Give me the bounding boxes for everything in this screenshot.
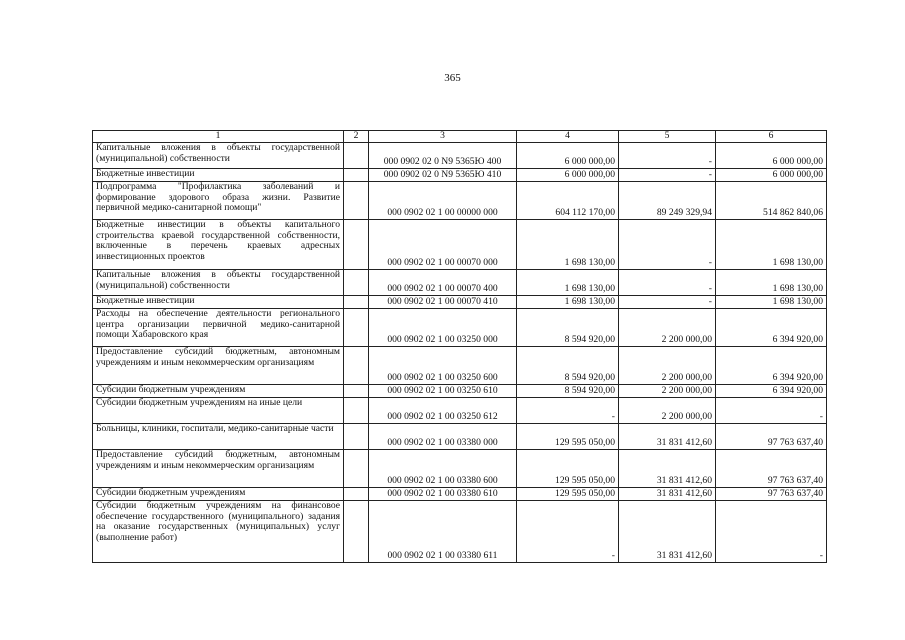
row-value-4: - bbox=[517, 398, 619, 424]
table-row bbox=[93, 182, 827, 220]
row-value-6: 6 000 000,00 bbox=[716, 169, 827, 182]
row-name: Предоставление субсидий бюджетным, автономным учреждениям и иным некоммерческим организациям bbox=[93, 450, 344, 488]
row-col2 bbox=[344, 450, 369, 488]
row-value-6: 1 698 130,00 bbox=[716, 296, 827, 309]
row-name: Бюджетные инвестиции bbox=[93, 296, 344, 309]
row-value-5: 31 831 412,60 bbox=[619, 424, 716, 450]
row-value-4: 6 000 000,00 bbox=[517, 169, 619, 182]
row-col2 bbox=[344, 169, 369, 182]
row-code: 000 0902 02 1 00 03380 611 bbox=[369, 501, 517, 563]
row-col2 bbox=[344, 182, 369, 220]
page-number: 365 bbox=[444, 72, 461, 84]
table-row bbox=[93, 270, 827, 296]
row-code: 000 0902 02 1 00 03380 600 bbox=[369, 450, 517, 488]
row-value-5: - bbox=[619, 143, 716, 169]
table-row bbox=[93, 450, 827, 488]
row-code: 000 0902 02 1 00 00070 000 bbox=[369, 220, 517, 270]
row-code: 000 0902 02 0 N9 5365Ю 400 bbox=[369, 143, 517, 169]
row-value-6: 1 698 130,00 bbox=[716, 220, 827, 270]
row-name: Больницы, клиники, госпитали, медико-санитарные части bbox=[93, 424, 344, 450]
row-name: Подпрограмма "Профилактика заболеваний и формирование здорового образа жизни. Развитие первичной медико-санитарной помощи" bbox=[93, 182, 344, 220]
row-name: Субсидии бюджетным учреждениям bbox=[93, 488, 344, 501]
row-value-4: 8 594 920,00 bbox=[517, 385, 619, 398]
row-col2 bbox=[344, 220, 369, 270]
row-col2 bbox=[344, 488, 369, 501]
row-value-5: 2 200 000,00 bbox=[619, 309, 716, 347]
row-col2 bbox=[344, 347, 369, 385]
row-name: Капитальные вложения в объекты государственной (муниципальной) собственности bbox=[93, 143, 344, 169]
table-row bbox=[93, 385, 827, 398]
row-name: Капитальные вложения в объекты государственной (муниципальной) собственности bbox=[93, 270, 344, 296]
row-value-6: 97 763 637,40 bbox=[716, 488, 827, 501]
row-code: 000 0902 02 1 00 03250 610 bbox=[369, 385, 517, 398]
row-value-6: 6 394 920,00 bbox=[716, 385, 827, 398]
row-code: 000 0902 02 1 00 03380 610 bbox=[369, 488, 517, 501]
row-value-4: 6 000 000,00 bbox=[517, 143, 619, 169]
column-header: 1 bbox=[93, 131, 344, 143]
row-value-4: - bbox=[517, 501, 619, 563]
row-value-5: 2 200 000,00 bbox=[619, 398, 716, 424]
row-value-4: 129 595 050,00 bbox=[517, 424, 619, 450]
row-value-5: - bbox=[619, 169, 716, 182]
row-code: 000 0902 02 1 00 00000 000 bbox=[369, 182, 517, 220]
row-value-4: 604 112 170,00 bbox=[517, 182, 619, 220]
row-value-6: 514 862 840,06 bbox=[716, 182, 827, 220]
table-row bbox=[93, 347, 827, 385]
row-value-6: 6 394 920,00 bbox=[716, 347, 827, 385]
table-row bbox=[93, 398, 827, 424]
row-value-4: 129 595 050,00 bbox=[517, 488, 619, 501]
row-value-5: 31 831 412,60 bbox=[619, 501, 716, 563]
row-value-4: 1 698 130,00 bbox=[517, 296, 619, 309]
table-row bbox=[93, 220, 827, 270]
table-row bbox=[93, 501, 827, 563]
row-value-6: 6 000 000,00 bbox=[716, 143, 827, 169]
row-code: 000 0902 02 1 00 03250 000 bbox=[369, 309, 517, 347]
row-value-6: 97 763 637,40 bbox=[716, 450, 827, 488]
row-value-5: 89 249 329,94 bbox=[619, 182, 716, 220]
column-header: 4 bbox=[517, 131, 619, 143]
table-row bbox=[93, 296, 827, 309]
row-name: Бюджетные инвестиции в объекты капитального строительства краевой государственной собственности, включенные в перечень краевых адресных инвестиционных проектов bbox=[93, 220, 344, 270]
row-col2 bbox=[344, 143, 369, 169]
table-row bbox=[93, 424, 827, 450]
row-col2 bbox=[344, 296, 369, 309]
table-row bbox=[93, 169, 827, 182]
row-value-4: 129 595 050,00 bbox=[517, 450, 619, 488]
column-header: 3 bbox=[369, 131, 517, 143]
row-col2 bbox=[344, 385, 369, 398]
row-value-6: 6 394 920,00 bbox=[716, 309, 827, 347]
row-value-5: 31 831 412,60 bbox=[619, 488, 716, 501]
row-name: Предоставление субсидий бюджетным, автономным учреждениям и иным некоммерческим организациям bbox=[93, 347, 344, 385]
row-name: Субсидии бюджетным учреждениям на иные цели bbox=[93, 398, 344, 424]
row-value-4: 1 698 130,00 bbox=[517, 270, 619, 296]
row-value-4: 8 594 920,00 bbox=[517, 309, 619, 347]
row-col2 bbox=[344, 398, 369, 424]
row-value-5: 2 200 000,00 bbox=[619, 385, 716, 398]
row-name: Бюджетные инвестиции bbox=[93, 169, 344, 182]
row-value-6: 97 763 637,40 bbox=[716, 424, 827, 450]
row-code: 000 0902 02 1 00 03250 600 bbox=[369, 347, 517, 385]
row-value-6: 1 698 130,00 bbox=[716, 270, 827, 296]
row-col2 bbox=[344, 424, 369, 450]
row-value-5: 31 831 412,60 bbox=[619, 450, 716, 488]
table-row bbox=[93, 309, 827, 347]
row-col2 bbox=[344, 501, 369, 563]
row-value-6: - bbox=[716, 501, 827, 563]
row-value-5: - bbox=[619, 296, 716, 309]
column-header: 5 bbox=[619, 131, 716, 143]
row-value-4: 1 698 130,00 bbox=[517, 220, 619, 270]
table-header-row bbox=[93, 131, 827, 143]
row-col2 bbox=[344, 270, 369, 296]
row-code: 000 0902 02 1 00 00070 400 bbox=[369, 270, 517, 296]
budget-table bbox=[92, 130, 827, 563]
row-value-5: 2 200 000,00 bbox=[619, 347, 716, 385]
row-value-6: - bbox=[716, 398, 827, 424]
row-name: Субсидии бюджетным учреждениям на финансовое обеспечение государственного (муниципального) задания на оказание государственных (муниципальных) услуг (выполнение работ) bbox=[93, 501, 344, 563]
row-code: 000 0902 02 1 00 00070 410 bbox=[369, 296, 517, 309]
row-value-4: 8 594 920,00 bbox=[517, 347, 619, 385]
row-code: 000 0902 02 0 N9 5365Ю 410 bbox=[369, 169, 517, 182]
column-header: 6 bbox=[716, 131, 827, 143]
row-name: Субсидии бюджетным учреждениям bbox=[93, 385, 344, 398]
table-row bbox=[93, 143, 827, 169]
table-row bbox=[93, 488, 827, 501]
row-value-5: - bbox=[619, 220, 716, 270]
row-code: 000 0902 02 1 00 03250 612 bbox=[369, 398, 517, 424]
column-header: 2 bbox=[344, 131, 369, 143]
row-col2 bbox=[344, 309, 369, 347]
row-code: 000 0902 02 1 00 03380 000 bbox=[369, 424, 517, 450]
row-value-5: - bbox=[619, 270, 716, 296]
row-name: Расходы на обеспечение деятельности регионального центра организации первичной медико-санитарной помощи Хабаровского края bbox=[93, 309, 344, 347]
